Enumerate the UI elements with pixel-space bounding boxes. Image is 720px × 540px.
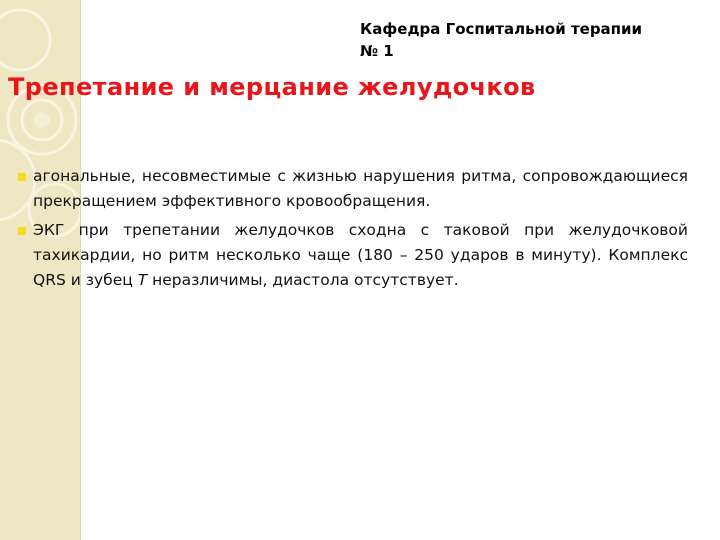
department-label [360,18,710,62]
bullet-item [18,218,688,293]
bullet-list [18,164,688,297]
bullet-text [33,221,688,289]
bullet-text-part: неразличимы, диастола отсутствует. [147,271,459,289]
bullet-item [18,164,688,214]
department-number: № 1 [360,42,394,60]
square-bullet-icon [18,173,26,181]
square-bullet-icon [18,227,26,235]
department-name: Кафедра Госпитальной терапии [360,20,643,38]
bullet-text-part: ЭКГ при трепетании желудочков сходна с таковой при желудочковой тахикардии, но ритм несколько чаще (180 – 250 ударов в минуту). Комплекс QRS и зубец [33,221,688,289]
wave-t-symbol: T [137,271,148,289]
slide-title: Трепетание и мерцание желудочков [8,73,536,101]
bullet-text: агональные, несовместимые с жизнью нарушения ритма, сопровождающиеся прекращением эффективного кровообращения. [33,167,688,210]
